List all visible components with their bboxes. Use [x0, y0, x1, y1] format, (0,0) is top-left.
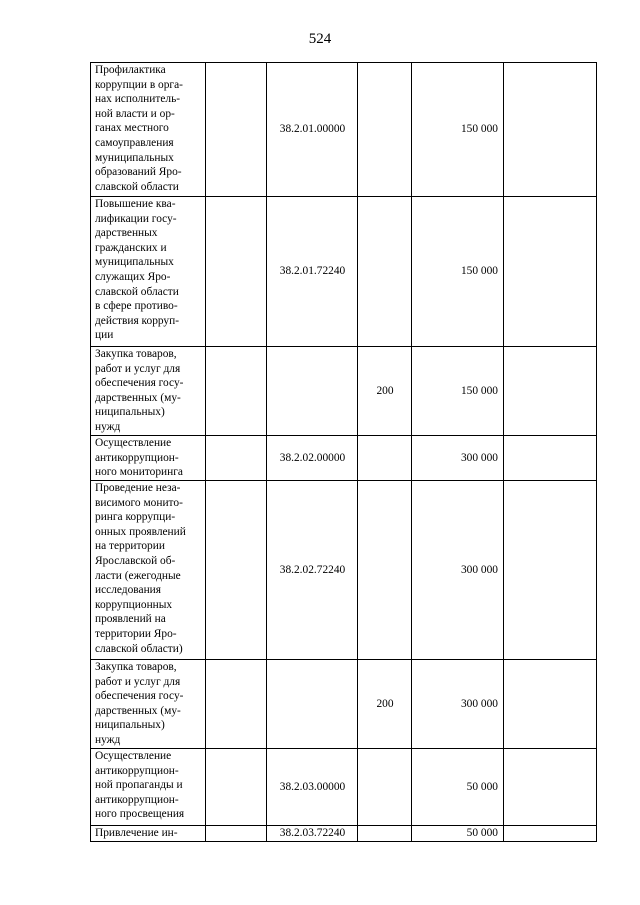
table-row: [91, 826, 597, 842]
table-row: [91, 481, 597, 660]
row-name: Осуществление антикоррупцион- ного мониторинга: [91, 436, 206, 481]
row-type: [358, 436, 412, 481]
table-row: [91, 197, 597, 347]
row-name: Закупка товаров, работ и услуг для обеспечения госу- дарственных (му- ниципальных) нужд: [91, 347, 206, 436]
row-amount: 300 000: [412, 481, 504, 660]
row-col2: [206, 660, 267, 749]
row-amount: 50 000: [412, 826, 504, 842]
row-type: 200: [358, 347, 412, 436]
row-col6: [504, 347, 597, 436]
row-amount: 300 000: [412, 436, 504, 481]
row-type: [358, 63, 412, 197]
row-name: Повышение ква- лификации госу- дарственных гражданских и муниципальных служащих Яро- славской области в сфере противо- действия корруп- ции: [91, 197, 206, 347]
row-col6: [504, 436, 597, 481]
row-col2: [206, 197, 267, 347]
row-code: 38.2.03.00000: [267, 749, 358, 826]
row-name: Профилактика коррупции в орга- нах исполнитель- ной власти и ор- ганах местного самоуправления муниципальных образований Яро- славской области: [91, 63, 206, 197]
row-col6: [504, 63, 597, 197]
row-code: 38.2.02.00000: [267, 436, 358, 481]
row-col2: [206, 436, 267, 481]
row-name: Закупка товаров, работ и услуг для обеспечения госу- дарственных (му- ниципальных) нужд: [91, 660, 206, 749]
row-col2: [206, 749, 267, 826]
row-col2: [206, 826, 267, 842]
row-col6: [504, 481, 597, 660]
row-type: [358, 826, 412, 842]
row-col2: [206, 63, 267, 197]
row-type: [358, 197, 412, 347]
row-name: Проведение неза- висимого монито- ринга коррупци- онных проявлений на территории Ярославской об- ласти (ежегодные исследования коррупционных проявлений на территории Яро- славской области): [91, 481, 206, 660]
row-code: [267, 347, 358, 436]
row-type: [358, 481, 412, 660]
row-col2: [206, 347, 267, 436]
row-amount: 150 000: [412, 347, 504, 436]
row-code: 38.2.03.72240: [267, 826, 358, 842]
row-col6: [504, 197, 597, 347]
row-code: 38.2.02.72240: [267, 481, 358, 660]
row-amount: 150 000: [412, 197, 504, 347]
row-type: [358, 749, 412, 826]
row-col6: [504, 749, 597, 826]
row-col2: [206, 481, 267, 660]
page-number: 524: [308, 31, 332, 47]
table-row: [91, 660, 597, 749]
row-amount: 300 000: [412, 660, 504, 749]
row-amount: 50 000: [412, 749, 504, 826]
row-col6: [504, 660, 597, 749]
table-row: [91, 63, 597, 197]
row-type: 200: [358, 660, 412, 749]
row-code: 38.2.01.00000: [267, 63, 358, 197]
row-name: Осуществление антикоррупцион- ной пропаганды и антикоррупцион- ного просвещения: [91, 749, 206, 826]
row-col6: [504, 826, 597, 842]
row-amount: 150 000: [412, 63, 504, 197]
row-code: [267, 660, 358, 749]
table-row: [91, 749, 597, 826]
table-row: [91, 436, 597, 481]
row-code: 38.2.01.72240: [267, 197, 358, 347]
budget-table: [90, 62, 597, 842]
table-row: [91, 347, 597, 436]
row-name: Привлечение ин-: [91, 826, 206, 842]
